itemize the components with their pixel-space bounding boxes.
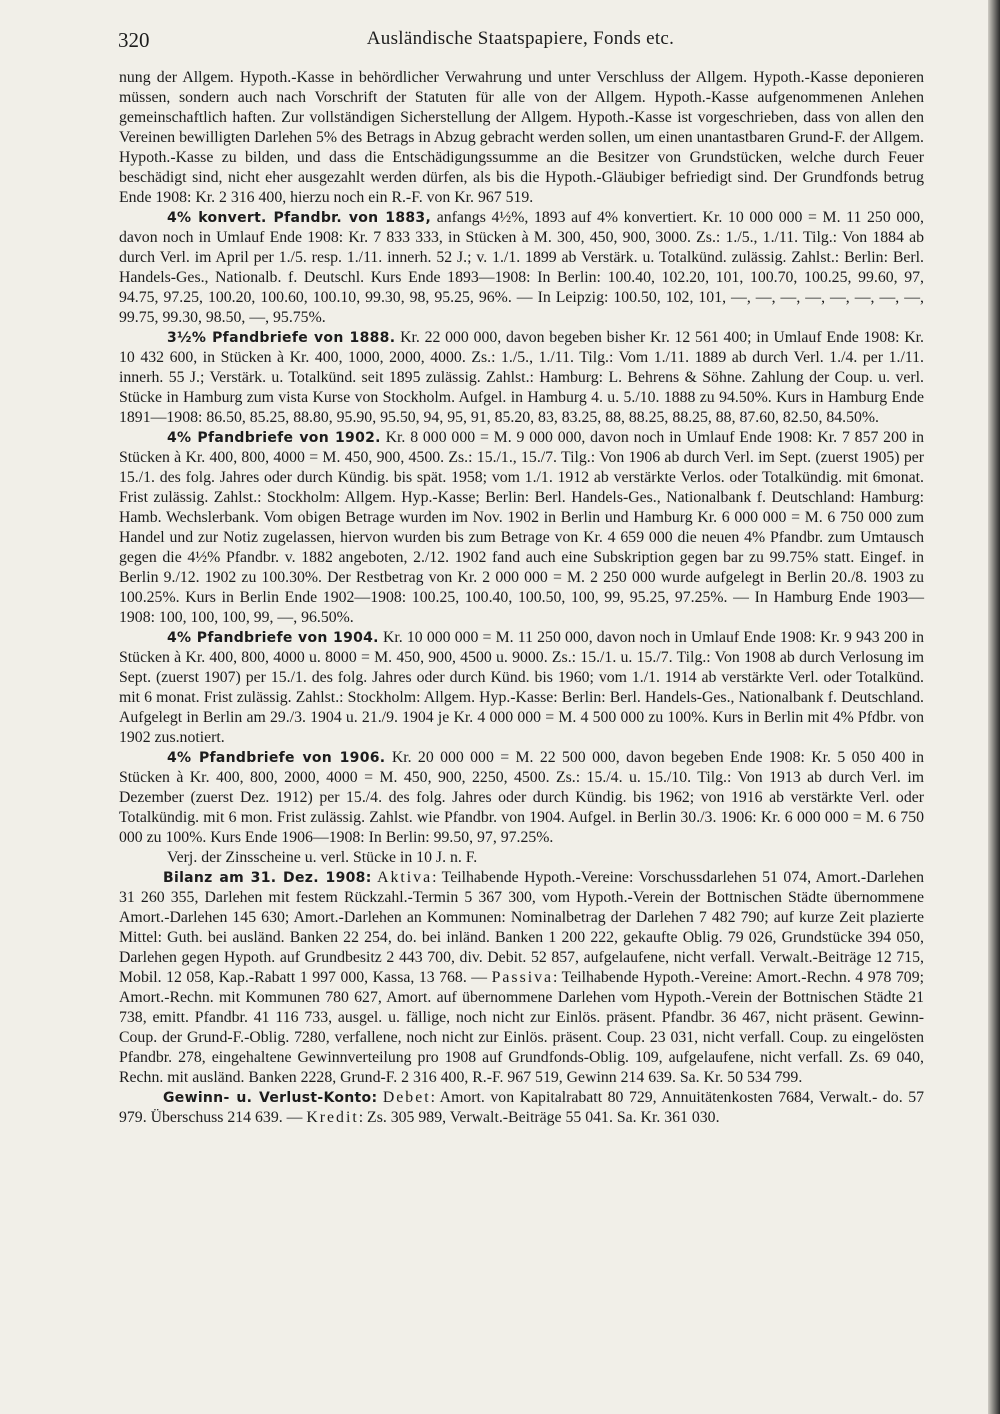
paragraph-bilanz: [119, 868, 924, 1088]
section-heading: 4% konvert. Pfandbr. von 1883,: [167, 210, 432, 226]
paragraph-text: Verj. der Zinsscheine u. verl. Stücke in 10 J. n. F.: [167, 849, 478, 866]
paragraph-pfandbr-1902: [119, 428, 924, 628]
passiva-label: Passiva: [491, 969, 554, 986]
section-heading: 4% Pfandbriefe von 1902.: [167, 430, 381, 446]
section-heading: Bilanz am 31. Dez. 1908:: [163, 870, 372, 886]
paragraph-text: nung der Allgem. Hypoth.-Kasse in behördlicher Verwahrung und unter Verschluss der Allgem. Hypoth.-Kasse deponieren müssen, sondern auch nach Vorschrift der Statuten für alle von der Allgem. Hypoth.-Kasse aufgenommenen Anlehen gemeinschaftlich haften. Zur vollständigen Sicherstellung der Allgem. Hypoth.-Kasse ist vorgeschrieben, dass von allen den Vereinen bewilligten Darlehen 5% des Betrags in Abzug gebracht werden sollen, um einen unantastbaren Grund-F. der Allgem. Hypoth.-Kasse zu bilden, und dass die Entschädigungssumme an die Besitzer von Grundstücken, welche durch Feuer beschädigt sind, nicht eher ausgezahlt werden dürfen, als bis die Hypoth.-Gläubiger befriedigt sind. Der Grundfonds betrug Ende 1908: Kr. 2 316 400, hierzu noch ein R.-F. von Kr. 967 519.: [119, 69, 924, 206]
paragraph-verjaehrung: [119, 848, 924, 868]
paragraph-pfandbr-1883: [119, 208, 924, 328]
paragraph-text: : Teilhabende Hypoth.-Vereine: Amort.-Rechn. 4 978 709; Amort.-Rechn. mit Kommunen 780 627, Amort. auf übernommene Darlehen vom Hypoth.-Verein der Bottnischen Städte 21 738, emitt. Pfandbr. 41 116 733, ausgel. u. fällige, noch nicht zur Einlös. präsent. Pfandbr. 36 467, nicht präsent. Gewinn-Coup. der Grund-F.-Oblig. 7280, verfallene, noch nicht zur Einlös. präsent. Coup. 23 031, nicht verfall. Coup. zu eingelösten Pfandbr. 278, eingehaltene Gewinnverteilung pro 1908 auf Grundfonds-Oblig. 109, aufgelaufene, nicht verfall. Zs. 69 040, Rechn. mit ausländ. Banken 2228, Grund-F. 2 316 400, R.-F. 967 519, Gewinn 214 639. Sa. Kr. 50 534 799.: [119, 969, 924, 1086]
paragraph-text: : Zs. 305 989, Verwalt.-Beiträge 55 041. Sa. Kr. 361 030.: [358, 1109, 720, 1126]
paragraph-text: Kr. 22 000 000, davon begeben bisher Kr. 12 561 400; in Umlauf Ende 1908: Kr. 10 432 600, in Stücken à Kr. 400, 1000, 2000, 4000. Zs.: 1./5., 1./11. Tilg.: Vom 1./11. 1889 ab durch Verl. 1./4. per 1./11. innerh. 55 J.; Verstärk. u. Totalkünd. seit 1895 zulässig. Zahlst.: Hamburg: L. Behrens & Söhne. Zahlung der Coup. u. verl. Stücke in Hamburg zum vista Kurse von Stockholm. Aufgel. in Hamburg 4. u. 5./10. 1888 zu 94.50%. Kurs in Hamburg Ende 1891—1908: 86.50, 85.25, 88.80, 95.90, 95.50, 94, 95, 91, 85.20, 83, 83.25, 88, 88.25, 88.25, 88, 87.60, 82.50, 84.50%.: [119, 329, 924, 426]
debet-label: Debet: [382, 1089, 431, 1106]
paragraph-pfandbr-1888: [119, 328, 924, 428]
paragraph-pfandbr-1906: [119, 748, 924, 848]
kredit-label: Kredit: [306, 1109, 359, 1126]
page-header: [118, 28, 923, 58]
paragraph-text: : Teilhabende Hypoth.-Vereine: Vorschussdarlehen 51 074, Amort.-Darlehen 31 260 355, Darlehen mit festem Rückzahl.-Termin 5 367 300, vom Hypoth.-Verein der Bottnischen Städte übernommene Amort.-Darlehen 145 630; Amort.-Darlehen an Kommunen: Nominalbetrag der Darlehen 7 482 790; auf kurze Zeit plazierte Mittel: Guth. bei ausländ. Banken 22 254, do. bei inländ. Banken 1 200 222, gekaufte Oblig. 79 026, Grundstücke 394 050, Darlehen gegen Hypoth. auf Grundbesitz 2 443 700, div. Debit. 52 857, aufgelaufene, nicht verfall. Verwalt.-Beiträge 12 715, Mobil. 12 058, Kap.-Rabatt 1 997 000, Kassa, 13 768. —: [119, 869, 925, 986]
paragraph-text: anfangs 4½%, 1893 auf 4% konvertiert. Kr. 10 000 000 = M. 11 250 000, davon noch in Umlauf Ende 1908: Kr. 7 833 333, in Stücken à M. 300, 450, 900, 3000. Zs.: 1./5., 1./11. Tilg.: Von 1884 ab durch Verl. im April per 1./5. resp. 1./11. innerh. 52 J.; v. 1./1. 1899 ab Verstärk. u. Totalkünd. zulässig. Zahlst.: Berlin: Berl. Handels-Ges., Nationalb. f. Deutschl. Kurs Ende 1893—1908: In Berlin: 100.40, 102.20, 101, 100.70, 100.25, 99.60, 97, 94.75, 97.25, 100.20, 100.60, 100.10, 99.30, 98, 95.25, 96%. — In Leipzig: 100.50, 102, 101, —, —, —, —, —, —, —, —, 99.75, 99.30, 98.50, —, 95.75%.: [119, 209, 924, 326]
paragraph-text: Kr. 20 000 000 = M. 22 500 000, davon begeben Ende 1908: Kr. 5 050 400 in Stücken à Kr. 400, 800, 2000, 4000 = M. 450, 900, 2250, 4500. Zs.: 15./4. u. 15./10. Tilg.: Von 1913 ab durch Verl. im Dezember (zuerst Dez. 1912) per 15./4. des folg. Jahres oder durch Kündig. bis 1962; von 1916 ab verstärkte Verl. oder Totalkündig. mit 6 mon. Frist zulässig. Zahlst. wie Pfandbr. von 1904. Aufgel. in Berlin 30./3. 1906: Kr. 6 000 000 = M. 6 750 000 zu 100%. Kurs Ende 1906—1908: In Berlin: 99.50, 97, 97.25%.: [119, 749, 925, 846]
paragraph-text: Kr. 10 000 000 = M. 11 250 000, davon noch in Umlauf Ende 1908: Kr. 9 943 200 in Stücken à Kr. 400, 800, 4000 u. 8000 = M. 450, 900, 4500 u. 9000. Zs.: 15./1. u. 15./7. Tilg.: Von 1908 ab durch Verlosung im Sept. (zuerst 1907) per 15./1. des folg. Jahres oder durch Künd. bis 1960; vom 1./1. 1914 ab verstärkte Verl. oder Totalkünd. mit 6 monat. Frist zulässig. Zahlst.: Stockholm: Allgem. Hyp.-Kasse: Berlin: Berl. Handels-Ges., Nationalbank f. Deutschland. Aufgelegt in Berlin am 29./3. 1904 u. 21./9. 1904 je Kr. 4 000 000 = M. 4 500 000 zu 100%. Kurs in Berlin mit 4% Pfdbr. von 1902 zus.notiert.: [119, 629, 924, 746]
paragraph-text: : Amort. von Kapitalrabatt 80 729, Annuitätenkosten 7684, Verwalt.- do. 57 979. Überschuss 214 639. —: [119, 1089, 924, 1126]
main-text: [119, 68, 924, 1128]
section-heading: 3½% Pfandbriefe von 1888.: [167, 330, 396, 346]
page-number: 320: [118, 28, 150, 52]
running-title: Ausländische Staatspapiere, Fonds etc.: [366, 28, 675, 49]
scan-edge: [988, 0, 1000, 1414]
paragraph-text: Kr. 8 000 000 = M. 9 000 000, davon noch in Umlauf Ende 1908: Kr. 7 857 200 in Stücken à Kr. 400, 800, 4000 = M. 450, 900, 4500. Zs.: 15./1., 15./7. Tilg.: Von 1906 ab durch Verl. im Sept. (zuerst 1905) per 15./1. des folg. Jahres oder durch Kündig. bis spät. 1958; vom 1./1. 1912 ab verstärkte Verlos. oder Totalkündig. mit 6monat. Frist zulässig. Zahlst.: Stockholm: Allgem. Hyp.-Kasse; Berlin: Berl. Handels-Ges., Nationalbank f. Deutschland: Hamburg: Hamb. Wechslerbank. Vom obigen Betrage wurden im Nov. 1902 in Berlin und Hamburg Kr. 6 000 000 = M. 6 750 000 zum Handel und zur Notiz zugelassen, hiervon wurden bis zum Betrage von Kr. 4 659 000 die neuen 4% Pfandbr. zum Umtausch gegen die 4½% Pfandbr. v. 1882 angeboten, 2./12. 1902 fand auch eine Subskription gegen bar zu 99.75% statt. Eingef. in Berlin 9./12. 1902 zu 100.30%. Der Restbetrag von Kr. 2 000 000 = M. 2 250 000 wurde aufgelegt in Berlin 20./8. 1903 zu 100.25%. Kurs in Berlin Ende 1902—1908: 100.25, 100.40, 100.50, 100, 99, 95.25, 97.25%. — In Hamburg Ende 1903—1908: 100, 100, 100, 99, —, 96.50%.: [119, 429, 924, 626]
section-heading: Gewinn- u. Verlust-Konto:: [163, 1090, 378, 1106]
paragraph-pfandbr-1904: [119, 628, 924, 748]
aktiva-label: Aktiva: [377, 869, 433, 886]
paragraph-intro: [119, 68, 924, 208]
section-heading: 4% Pfandbriefe von 1904.: [167, 630, 379, 646]
section-heading: 4% Pfandbriefe von 1906.: [167, 750, 386, 766]
paragraph-gewinn-verlust: [119, 1088, 924, 1128]
